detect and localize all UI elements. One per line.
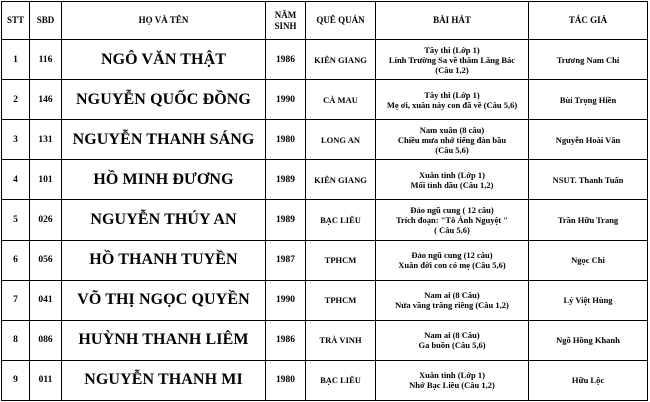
song-line: Chiều mưa nhớ tiếng đàn bầu [397,134,507,145]
cell-year: 1986 [266,40,306,80]
cell-stt: 3 [2,120,30,160]
cell-songs [376,40,529,80]
cell-author: Ngô Hồng Khanh [529,320,648,360]
cell-stt: 1 [2,40,30,80]
cell-songs [376,320,529,360]
song-line: Lính Trường Sa về thăm Lăng Bác [388,54,516,65]
cell-sbd: 011 [30,360,62,400]
cell-sbd: 116 [30,40,62,80]
song-line: Tây thi (Lớp 1) [424,44,480,55]
cell-name: NGÔ VĂN THẬT [62,40,266,80]
cell-sbd: 131 [30,120,62,160]
cell-hometown: TPHCM [306,280,376,320]
cell-hometown: CÀ MAU [306,80,376,120]
cell-songs [376,360,529,400]
header-row [2,2,648,40]
song-line: Xuân đời con có mẹ (Câu 5,6) [398,260,506,271]
header-stt: STT [2,2,30,40]
cell-hometown: LONG AN [306,120,376,160]
cell-sbd: 026 [30,200,62,240]
cell-stt: 5 [2,200,30,240]
cell-sbd: 146 [30,80,62,120]
cell-name: HỒ THANH TUYỀN [62,240,266,280]
cell-hometown: BẠC LIÊU [306,200,376,240]
header-year: NĂM SINH [266,2,306,40]
table-row [2,120,648,160]
cell-year: 1990 [266,280,306,320]
cell-year: 1989 [266,160,306,200]
header-name: HỌ VÀ TÊN [62,2,266,40]
header-author: TÁC GIẢ [529,2,648,40]
cell-sbd: 101 [30,160,62,200]
song-line: Nam xuân (8 câu) [419,124,485,135]
cell-author: Trương Nam Chi [529,40,648,80]
cell-author: Lý Việt Hùng [529,280,648,320]
cell-name: VÕ THỊ NGỌC QUYỀN [62,280,266,320]
cell-name: HỒ MINH ĐƯƠNG [62,160,266,200]
cell-author: Hữu Lộc [529,360,648,400]
cell-songs [376,240,529,280]
cell-name: NGUYỄN THANH SÁNG [62,120,266,160]
contestant-table [1,1,648,401]
song-line: Đảo ngũ cung ( 12 câu) [410,204,494,215]
cell-hometown: KIÊN GIANG [306,160,376,200]
song-line: Ga buồn (Câu 5,6) [418,340,486,351]
cell-hometown: TPHCM [306,240,376,280]
cell-songs [376,280,529,320]
cell-name: NGUYỄN THANH MI [62,360,266,400]
table-row [2,280,648,320]
header-songs: BÀI HÁT [376,2,529,40]
song-line: Tây thi (Lớp 1) [424,89,480,100]
cell-songs [376,160,529,200]
cell-year: 1986 [266,320,306,360]
cell-author: Ngọc Chi [529,240,648,280]
cell-hometown: KIÊN GIANG [306,40,376,80]
cell-hometown: TRÀ VINH [306,320,376,360]
cell-year: 1989 [266,200,306,240]
header-sbd: SBD [30,2,62,40]
song-line: Mối tình dầu (Câu 1,2) [410,179,494,190]
table-row [2,200,648,240]
table-row [2,40,648,80]
cell-songs [376,200,529,240]
song-line: Xuân tình (Lớp 1) [419,169,485,180]
cell-songs [376,120,529,160]
song-line: (Câu 1,2) [435,64,469,75]
cell-sbd: 056 [30,240,62,280]
cell-sbd: 041 [30,280,62,320]
cell-stt: 6 [2,240,30,280]
song-line: ( Câu 5,6) [434,224,470,235]
cell-year: 1990 [266,80,306,120]
header-hometown: QUÊ QUÁN [306,2,376,40]
cell-year: 1987 [266,240,306,280]
song-line: (Câu 5,6) [435,144,469,155]
cell-author: NSUT. Thanh Tuấn [529,160,648,200]
cell-stt: 4 [2,160,30,200]
table-row [2,320,648,360]
cell-songs [376,80,529,120]
cell-stt: 7 [2,280,30,320]
table-row [2,240,648,280]
table-row [2,80,648,120]
cell-sbd: 086 [30,320,62,360]
cell-author: Trần Hữu Trang [529,200,648,240]
cell-author: Nguyễn Hoài Vân [529,120,648,160]
song-line: Đảo ngũ cung (12 câu) [411,250,493,261]
song-line: Xuân tình (Lớp 1) [419,370,485,381]
cell-name: NGUYỄN THÚY AN [62,200,266,240]
table-row [2,360,648,400]
table-body [2,40,648,401]
cell-name: HUỲNH THANH LIÊM [62,320,266,360]
cell-hometown: BẠC LIÊU [306,360,376,400]
table-row [2,160,648,200]
song-line: Mẹ ơi, xuân này con đã về (Câu 5,6) [386,99,518,110]
song-line: Nam ai (8 Câu) [424,330,480,341]
song-line: Trích đoạn: "Tô Ánh Nguyệt " [395,214,508,225]
cell-author: Bùi Trọng Hiền [529,80,648,120]
song-line: Nửa vầng trăng riêng (Câu 1,2) [395,300,509,311]
cell-stt: 8 [2,320,30,360]
song-line: Nhớ Bạc Liêu (Câu 1,2) [409,380,495,391]
table-header [2,2,648,40]
song-line: Nam ai (8 Câu) [424,290,480,301]
cell-name: NGUYỄN QUỐC ĐỒNG [62,80,266,120]
cell-stt: 9 [2,360,30,400]
cell-stt: 2 [2,80,30,120]
cell-year: 1980 [266,120,306,160]
cell-year: 1980 [266,360,306,400]
